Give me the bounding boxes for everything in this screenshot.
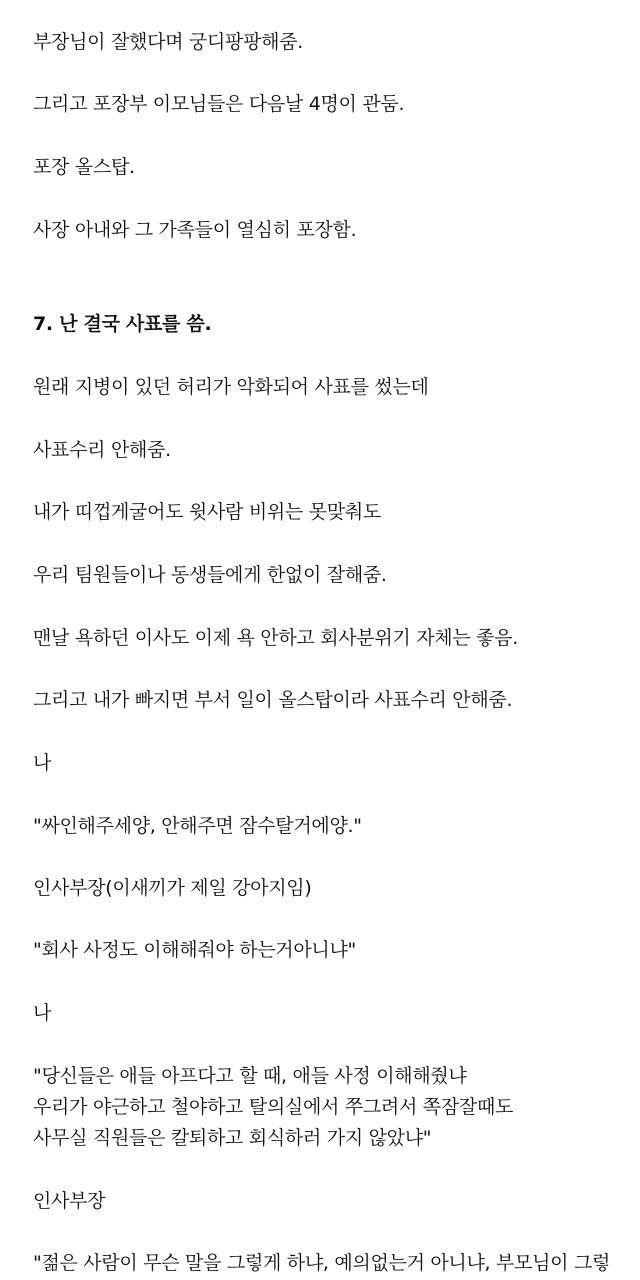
section-heading: 7. 난 결국 사표를 씀. [33, 313, 212, 335]
text-line: 맨날 욕하던 이사도 이제 욕 안하고 회사분위기 자체는 좋음. [33, 627, 518, 649]
speaker-label: 인사부장 [33, 1190, 106, 1212]
text-line: 그리고 내가 빠지면 부서 일이 올스탑이라 사표수리 안해줌. [33, 689, 513, 711]
quote-line: 우리가 야근하고 철야하고 탈의실에서 쭈그려서 쪽잠잘때도 [33, 1096, 514, 1118]
quote-line: "젊은 사람이 무슨 말을 그렇게 하냐, 예의없는거 아니냐, 부모님이 그렇 [33, 1252, 611, 1274]
text-line: 사표수리 안해줌. [33, 439, 171, 461]
speaker-label: 나 [33, 1002, 52, 1024]
quote-line: 사무실 직원들은 칼퇴하고 회식하러 가지 않았냐" [33, 1127, 432, 1149]
quote-line: "당신들은 애들 아프다고 할 때, 애들 사정 이해해줬냐 [33, 1065, 467, 1087]
text-line: 사장 아내와 그 가족들이 열심히 포장함. [33, 219, 357, 241]
speaker-label: 인사부장(이새끼가 제일 강아지임) [33, 877, 312, 899]
text-line: 우리 팀원들이나 동생들에게 한없이 잘해줌. [33, 564, 387, 586]
text-line: 그리고 포장부 이모님들은 다음날 4명이 관둠. [33, 93, 405, 115]
quote-line: "회사 사정도 이해해줘야 하는거아니냐" [33, 939, 356, 961]
text-line: 내가 띠껍게굴어도 윗사람 비위는 못맞춰도 [33, 501, 381, 523]
text-line: 포장 올스탑. [33, 156, 135, 178]
speaker-label: 나 [33, 752, 52, 774]
text-line: 원래 지병이 있던 허리가 악화되어 사표를 썼는데 [33, 376, 429, 398]
text-line: 부장님이 잘했다며 궁디팡팡해줌. [33, 31, 303, 53]
quote-line: "싸인해주세양, 안해주면 잠수탈거에양." [33, 815, 362, 837]
